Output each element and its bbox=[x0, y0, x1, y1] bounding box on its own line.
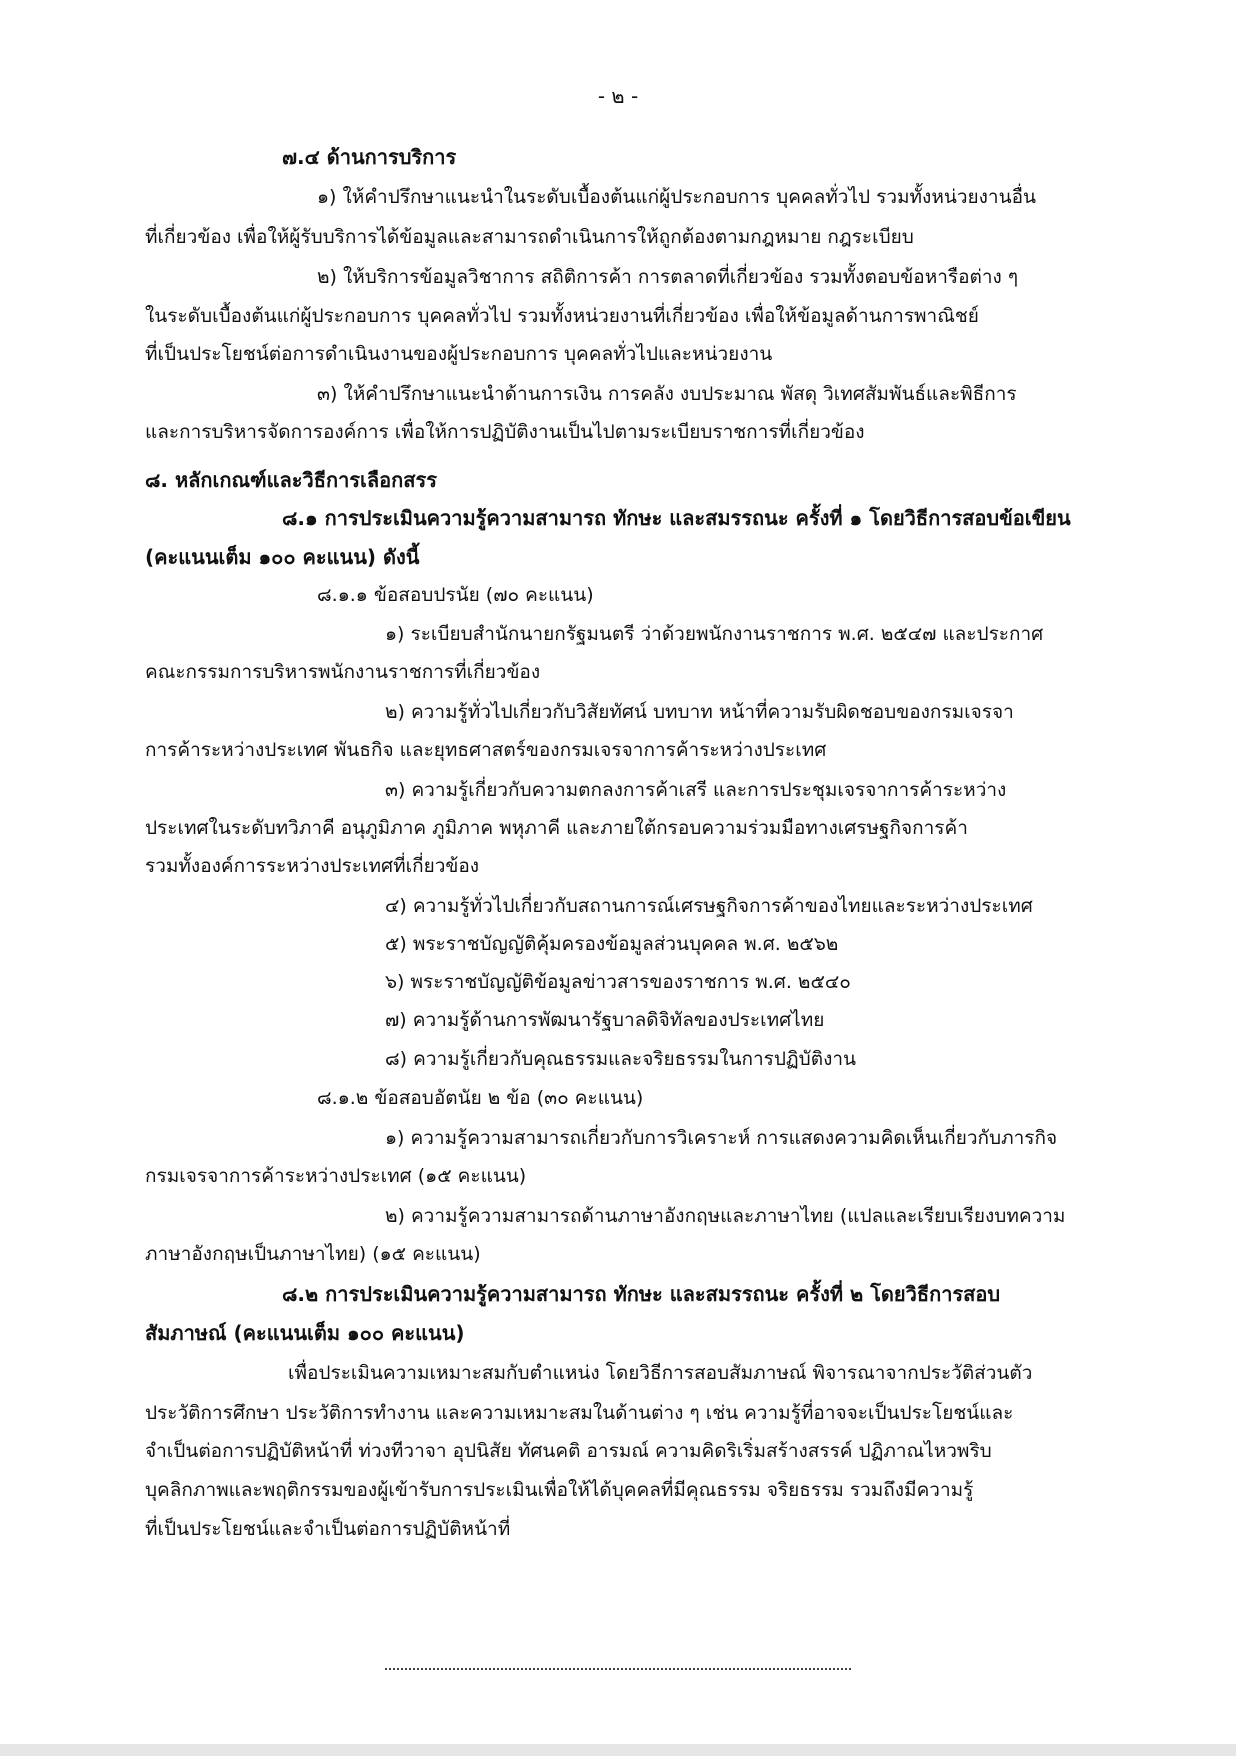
section-7-4-item3-line2: และการบริหารจัดการองค์การ เพื่อให้การปฏิบัติงานเป็นไปตามระเบียบราชการที่เกี่ยวข้อง bbox=[145, 421, 865, 443]
objective-item2-line2: การค้าระหว่างประเทศ พันธกิจ และยุทธศาสตร์ของกรมเจรจาการค้าระหว่างประเทศ bbox=[145, 739, 827, 761]
interview-paragraph-line2: ประวัติการศึกษา ประวัติการทำงาน และความเหมาะสมในด้านต่าง ๆ เช่น ความรู้ที่อาจจะเป็นประโยชน์และ bbox=[145, 1402, 1014, 1424]
section-8-1-1-heading: ๘.๑.๑ ข้อสอบปรนัย (๗๐ คะแนน) bbox=[317, 584, 594, 606]
section-7-4-item2-line3: ที่เป็นประโยชน์ต่อการดำเนินงานของผู้ประกอบการ บุคคลทั่วไปและหน่วยงาน bbox=[145, 343, 773, 365]
section-7-4-item1-line1: ๑) ให้คำปรึกษาแนะนำในระดับเบื้องต้นแก่ผู้ประกอบการ บุคคลทั่วไป รวมทั้งหน่วยงานอื่น bbox=[317, 186, 1036, 208]
interview-paragraph-line5: ที่เป็นประโยชน์และจำเป็นต่อการปฏิบัติหน้าที่ bbox=[145, 1518, 511, 1540]
subjective-item1-line1: ๑) ความรู้ความสามารถเกี่ยวกับการวิเคราะห์ การแสดงความคิดเห็นเกี่ยวกับภารกิจ bbox=[385, 1127, 1058, 1149]
interview-paragraph-line4: บุคลิกภาพและพฤติกรรมของผู้เข้ารับการประเมินเพื่อให้ได้บุคคลที่มีคุณธรรม จริยธรรม รวมถึงมีความรู้ bbox=[145, 1479, 974, 1501]
section-7-4-item2-line2: ในระดับเบื้องต้นแก่ผู้ประกอบการ บุคคลทั่วไป รวมทั้งหน่วยงานที่เกี่ยวข้อง เพื่อให้ข้อมูลด้านการพาณิชย์ bbox=[145, 305, 979, 327]
objective-item1-line1: ๑) ระเบียบสำนักนายกรัฐมนตรี ว่าด้วยพนักงานราชการ พ.ศ. ๒๕๔๗ และประกาศ bbox=[385, 623, 1044, 645]
section-7-4-item3-line1: ๓) ให้คำปรึกษาแนะนำด้านการเงิน การคลัง งบประมาณ พัสดุ วิเทศสัมพันธ์และพิธีการ bbox=[317, 383, 1017, 405]
section-8-1-line1: ๘.๑ การประเมินความรู้ความสามารถ ทักษะ และสมรรถนะ ครั้งที่ ๑ โดยวิธีการสอบข้อเขียน bbox=[282, 506, 1071, 530]
section-8-1-2-heading: ๘.๑.๒ ข้อสอบอัตนัย ๒ ข้อ (๓๐ คะแนน) bbox=[317, 1087, 644, 1109]
scan-edge-shadow bbox=[0, 1744, 1236, 1756]
section-7-4-item2-line1: ๒) ให้บริการข้อมูลวิชาการ สถิติการค้า การตลาดที่เกี่ยวข้อง รวมทั้งตอบข้อหารือต่าง ๆ bbox=[317, 266, 1019, 288]
dotted-end-line bbox=[385, 1668, 851, 1670]
interview-paragraph-line1: เพื่อประเมินความเหมาะสมกับตำแหน่ง โดยวิธีการสอบสัมภาษณ์ พิจารณาจากประวัติส่วนตัว bbox=[288, 1362, 1033, 1384]
section-8-heading: ๘. หลักเกณฑ์และวิธีการเลือกสรร bbox=[145, 468, 437, 492]
objective-item8: ๘) ความรู้เกี่ยวกับคุณธรรมและจริยธรรมในการปฏิบัติงาน bbox=[385, 1048, 857, 1070]
subjective-item2-line1: ๒) ความรู้ความสามารถด้านภาษาอังกฤษและภาษาไทย (แปลและเรียบเรียงบทความ bbox=[385, 1205, 1066, 1227]
objective-item5: ๕) พระราชบัญญัติคุ้มครองข้อมูลส่วนบุคคล พ.ศ. ๒๕๖๒ bbox=[385, 933, 839, 955]
section-8-2-line1: ๘.๒ การประเมินความรู้ความสามารถ ทักษะ และสมรรถนะ ครั้งที่ ๒ โดยวิธีการสอบ bbox=[282, 1282, 1001, 1306]
objective-item4: ๔) ความรู้ทั่วไปเกี่ยวกับสถานการณ์เศรษฐกิจการค้าของไทยและระหว่างประเทศ bbox=[385, 895, 1033, 917]
objective-item7: ๗) ความรู้ด้านการพัฒนารัฐบาลดิจิทัลของประเทศไทย bbox=[385, 1009, 825, 1031]
subjective-item2-line2: ภาษาอังกฤษเป็นภาษาไทย) (๑๕ คะแนน) bbox=[145, 1243, 481, 1265]
section-8-2-line2: สัมภาษณ์ (คะแนนเต็ม ๑๐๐ คะแนน) bbox=[145, 1321, 465, 1345]
objective-item3-line2: ประเทศในระดับทวิภาคี อนุภูมิภาค ภูมิภาค พหุภาคี และภายใต้กรอบความร่วมมือทางเศรษฐกิจการค้า bbox=[145, 817, 968, 839]
subjective-item1-line2: กรมเจรจาการค้าระหว่างประเทศ (๑๕ คะแนน) bbox=[145, 1165, 527, 1187]
objective-item3-line3: รวมทั้งองค์การระหว่างประเทศที่เกี่ยวข้อง bbox=[145, 855, 480, 877]
objective-item2-line1: ๒) ความรู้ทั่วไปเกี่ยวกับวิสัยทัศน์ บทบาท หน้าที่ความรับผิดชอบของกรมเจรจา bbox=[385, 701, 1014, 723]
objective-item6: ๖) พระราชบัญญัติข้อมูลข่าวสารของราชการ พ.ศ. ๒๕๔๐ bbox=[385, 971, 851, 993]
section-7-4-item1-line2: ที่เกี่ยวข้อง เพื่อให้ผู้รับบริการได้ข้อมูลและสามารถดำเนินการให้ถูกต้องตามกฎหมาย กฎระเบียบ bbox=[145, 226, 914, 248]
section-8-1-line2: (คะแนนเต็ม ๑๐๐ คะแนน) ดังนี้ bbox=[145, 545, 420, 569]
objective-item1-line2: คณะกรรมการบริหารพนักงานราชการที่เกี่ยวข้อง bbox=[145, 661, 541, 683]
page-number: - ๒ - bbox=[597, 84, 639, 108]
section-7-4-heading: ๗.๔ ด้านการบริการ bbox=[282, 145, 457, 169]
interview-paragraph-line3: จำเป็นต่อการปฏิบัติหน้าที่ ท่วงทีวาจา อุปนิสัย ทัศนคติ อารมณ์ ความคิดริเริ่มสร้างสรรค์ ปฏิภาณไหวพริบ bbox=[145, 1440, 992, 1462]
objective-item3-line1: ๓) ความรู้เกี่ยวกับความตกลงการค้าเสรี และการประชุมเจรจาการค้าระหว่าง bbox=[385, 779, 1007, 801]
